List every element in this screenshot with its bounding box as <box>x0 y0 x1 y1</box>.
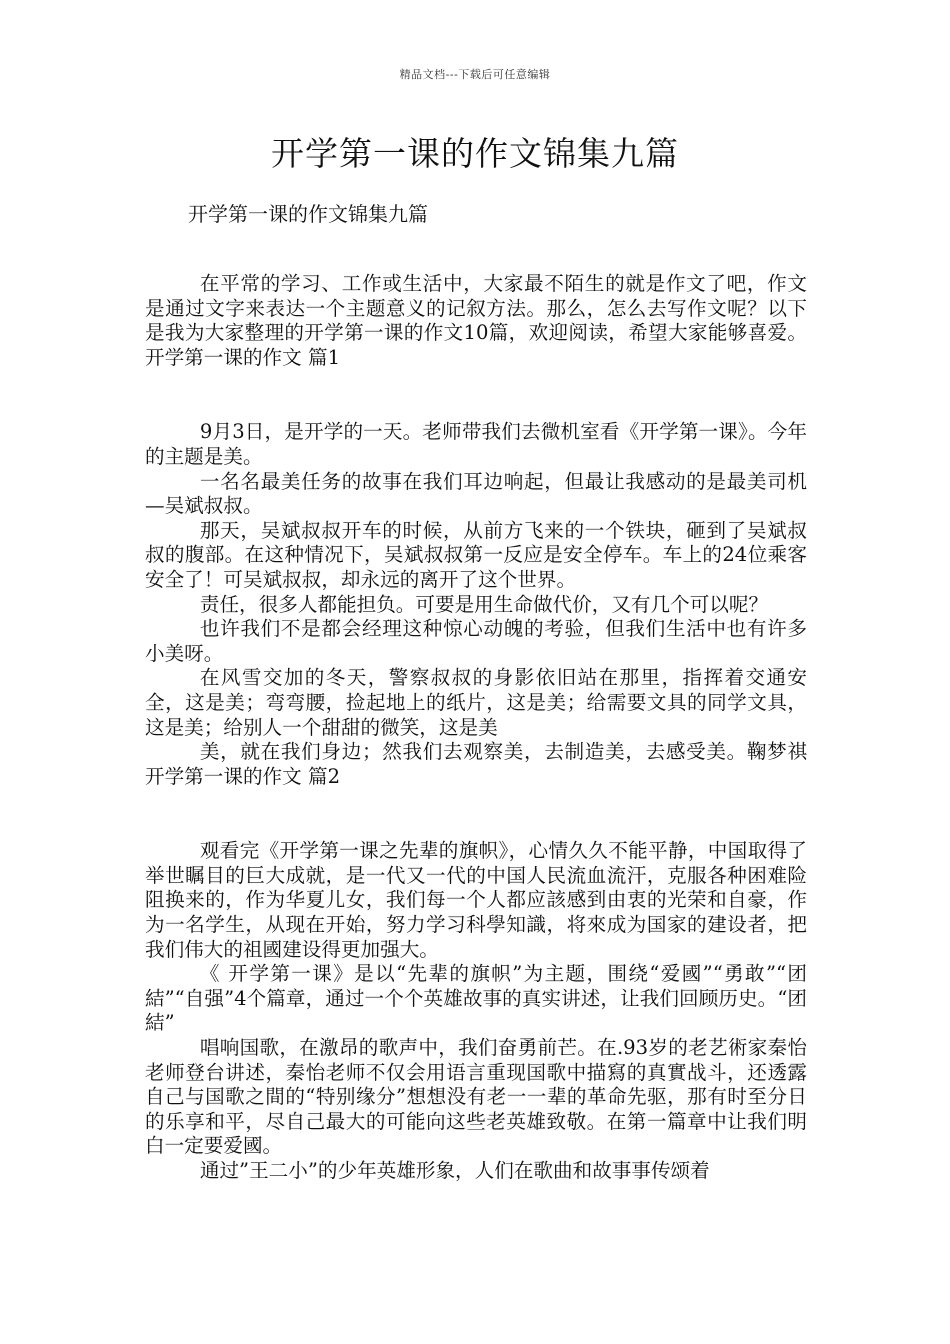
paragraph: 在风雪交加的冬天，警察叔叔的身影依旧站在那里，指挥着交通安全，这是美；弯弯腰，捡起地上的纸片，这是美；给需要文具的同学文具，这是美；给别人一个甜甜的微笑，这是美 <box>145 666 807 739</box>
paragraph: 《 开学第一课》是以“先辈的旗帜”为主题，围绕“爱國”“勇敢”“团結”“自强”4个篇章，通过一个个英雄故事的真实讲述，让我们回顾历史。“团結” <box>145 962 807 1035</box>
paragraph: 也许我们不是都会经理这种惊心动魄的考验，但我们生活中也有许多小美呀。 <box>145 617 807 665</box>
paragraph: 责任，很多人都能担负。可要是用生命做代价，又有几个可以呢？ <box>199 592 769 616</box>
header-note: 精品文档---下载后可任意编辑 <box>399 68 551 81</box>
paragraph: 那天，吴斌叔叔开车的时候，从前方飞来的一个铁块，砸到了吴斌叔叔的腹部。在这种情况下，吴斌叔叔第一反应是安全停车。车上的24位乘客安全了！可吴斌叔叔，却永远的离开了这个世界。 <box>145 518 807 591</box>
document-subtitle: 开学第一课的作文锦集九篇 <box>188 202 428 226</box>
paragraph: 唱响国歌，在激昂的歌声中，我们奋勇前芒。在.93岁的老艺術家秦怡老师登台讲述，秦怡老师不仅会用语言重现国歌中描寫的真實战斗，还透露自己与国歌之間的“特别缘分”想想没有老一一辈的革命先驱，那有时至分日的乐享和平，尽自己最大的可能向这些老英雄致敬。在第一篇章中让我们明白一定要爱國。 <box>145 1036 807 1158</box>
paragraph-intro: 在平常的学习、工作或生活中，大家最不陌生的就是作文了吧，作文是通过文字来表达一个主题意义的记叙方法。那么，怎么去写作文呢？以下是我为大家整理的开学第一课的作文10篇，欢迎阅读，希望大家能够喜爱。开学第一课的作文 篇1 <box>145 272 807 369</box>
paragraph: 美，就在我们身边；然我们去观察美，去制造美，去感受美。鞠梦祺开学第一课的作文 篇2 <box>145 740 807 788</box>
paragraph: 9月3日，是开学的一天。老师带我们去微机室看《开学第一课》。今年的主题是美。 <box>145 420 807 468</box>
document-title: 开学第一课的作文锦集九篇 <box>271 134 679 173</box>
paragraph: 观看完《开学第一课之先辈的旗帜》，心情久久不能平静，中国取得了举世瞩目的巨大成就，是一代又一代的中国人民流血流汗，克服各种困难险阻换来的，作为华夏儿女，我们每一个人都应該感到由衷的光荣和自豪，作为一名学生，从现在开始，努力学习科學知識，将來成为国家的建设者，把我们伟大的祖國建设得更加强大。 <box>145 839 807 961</box>
paragraph: 通过”王二小”的少年英雄形象，人们在歌曲和故事事传颂着 <box>199 1159 710 1182</box>
document-body <box>145 272 807 1184</box>
paragraph: 一名名最美任务的故事在我们耳边响起，但最让我感动的是最美司机—吴斌叔叔。 <box>145 469 807 518</box>
